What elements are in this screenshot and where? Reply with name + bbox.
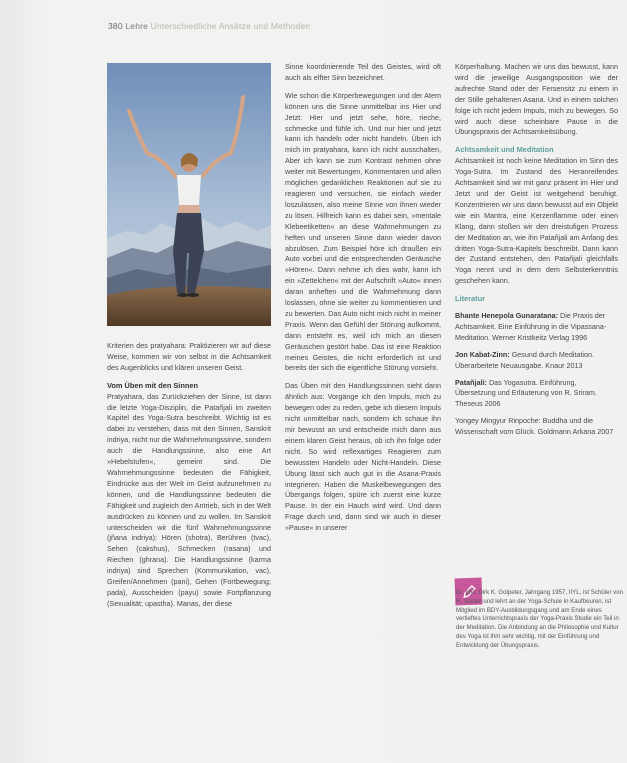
column-left [107, 341, 271, 617]
running-header [108, 21, 310, 31]
paragraph: Wie schon die Körperbewegungen und der Atem können uns die Sinne unmittelbar ins Hier und Jetzt: Hier und jetzt sehe, höre, rieche, schmecke und fühle ich. Und nur hier und jetzt kann ich handeln oder nicht handeln. Üben ich mich im pratyahara, kann ich nicht ausschalten, Aber ich kann sie zum Kontrast nehmen ohne weiter mit Bewertungen, Kommentaren und allen möglichen gedanklichen Reaktionen auf sie zu reagieren und versuchen, sie einfach wieder loszulassen, also meine Sinne von ihnen wieder zu lösen. Hilfreich kann es dabei sein, »mentale Klebeetiketten« an diese Wahrnehmungen zu heften und unseren Sinne dann wieder davon abzulösen. Zum Beispiel höre ich draußen ein Auto vorbei und die entsprechenden Geräusche »Hören«. Dann nehme ich dies wahr, kann ich ein »Zettelchen« mit der Aufschrift »Auto« innen daran anheften und die Wahrnehmung dann loslassen, ohne sie weiter zu kommentieren und zu bewerten. Das Auto nicht mich nicht in meiner Praxis. Wenn das Gefühl der Störung aufkommt, dann entsteht es, weil ich mich an diesen Geräuschen gestört habe. Das ist eine Reaktion meines Geistes, die nicht erforderlich ist und bereits der sich die eigentliche Störung vorsieht. [285, 90, 441, 373]
literature-heading: Literatur [455, 294, 485, 304]
paragraph: Kriterien des pratyahara: Praktizieren wir auf diese Weise, kommen wir von selbst in die Achtsamkeit des Augenblicks und klären unseren Geist. [107, 341, 271, 372]
literature-entry: Bhante Henepola Gunaratana: Die Praxis der Achtsamkeit. Eine Einführung in die Vipassana-Meditation. Werner Kristkeitz Verlag 1996 [455, 311, 607, 342]
header-section: Unterschiedliche Ansätze und Methoden [150, 21, 311, 31]
section-heading: Achtsamkeit und Meditation [455, 145, 554, 155]
literature-entry: Yongey Mingyur Rinpoche: Buddha und die Wissenschaft vom Glück. Goldmann Arkana 2007 [455, 416, 614, 437]
literature-entry: Jon Kabat-Zinn: Gesund durch Meditation. Überarbeitete Neuausgabe. Knaur 2013 [455, 349, 595, 370]
header-label: Lehre [125, 21, 149, 31]
author-bio: Dr. phil. Dirk K. Golpeter, Jahrgang 1957, IIYL, ist Schüler von R. Sriram und lehrt an der Yoga-Schule in Kaufbeuren, ist Mitglied im BDY-Ausbildungsgang und am Ende eines vertieftes Unterrichtspraxis der Yoga-Praxis Studie ein Teil in der Meditation. Die Anbindung an die Philosophie und Kultur des Yoga ist ihm sehr wichtig, mit der Einführung und Entwicklung der Übungspraxis. [456, 589, 623, 649]
paragraph: Pratyahara, das Zurückziehen der Sinne, ist dann die letzte Yoga-Disziplin, die Patañjali im zweiten Kapitel des Yoga-Sutra beschreibt. Wichtig ist es dabei zu verstehen, dass mit den Sinnen, Sanskrit indriya, nicht nur die Wahrnehmungssinne, sondern auch die Handlungssinne, also eine Art »Hebelstufen«, gemeint sind. Die Wahrnehmungssinne bedeuten die Fähigkeit, Eindrücke aus der Welt im Geist aufzunehmen zu können, und die Handlungssinne bedeuten die Fähigkeit und zugleich den Antrieb, sich in der Welt ausdrücken zu können und zu wollen. Im Sanskrit unterscheiden wir die fünf Wahrnehmungssinne (jñana indriya): Hören (shotra), Berühren (tvac), Sehen (cakshus), Schmecken (rasana) und Riechen (ghrana). Die Handlungssinne (karma indriya) sind Sprechen (Kommunikation, vac), Greifen/Annehmen (pani), Gehen (Fortbewegung; pada), Ausscheiden (payu) sowie Fortpflanzung (Sexualität; upastha). Manas, der diese [107, 391, 271, 608]
page-number: 380 [108, 21, 123, 31]
column-right [455, 62, 618, 444]
paragraph: Sinne koordinierende Teil des Geistes, wird oft auch als elfter Sinn bezeichnet. [285, 62, 441, 82]
literature-entry: Patañjali: Das Yogasutra. Einführung, Übersetzung und Erläuterung von R. Sriram. Theseus 2006 [455, 377, 597, 409]
paragraph: Achtsamkeit ist noch keine Meditation im Sinn des Yoga-Sutra. Im Zustand des Heranreifendes Achtsamkeit sind wir mit ganz präsent im Hier und Jetzt und der Geist ist weitgehend beruhigt. Konzentrieren wir uns dann bewusst auf ein Objekt wie ein Mantra, eine Kerzenflamme oder einen Klang, dann stoßen wir den dreistufigen Prozess der Meditation an, wie ihn Patañjali am Anfang des dritten Yoga-Sutra-Kapitels beschreibt. Dann kann der Zustand entstehen, den Patañjali gleichfalls Yoga nennt und in dem dem Selbsterkenntnis geschehen kann. [455, 156, 618, 286]
column-middle [285, 62, 441, 541]
paragraph: Das Üben mit den Handlungssinnen sieht dann ähnlich aus: Vorgänge ich den Impuls, mich zu bewegen oder zu reden, gebe ich diesem Impuls nicht unmittelbar nach, sondern ich schaue ihn mir bewusst an und entscheide mich dann aus einem klaren Geist heraus, ob ich ihn folge oder nicht. So wird reflexartiges Reagieren zum bewussten Handeln oder Nicht-Handeln. Diese Übung lässt sich auch gut in die Asana-Praxis integrieren. Haben die Muskelbewegungen des Übergangs folgen, spüre ich zuerst eine kurze Pause. In der ein Hauch wird wird. Und dann Frage durch und, dann sind wir auch in dieser »Pause« in unserer [285, 381, 441, 533]
section-heading: Vom Üben mit den Sinnen [107, 380, 199, 390]
paragraph: Körperhaltung. Machen wir uns das bewusst, kann wird die jeweilige Ausgangsposition wie der aufrechte Stand oder der Fersensitz zu einem in der Stille gehaltenen Asana. Und in einem solchen folge ich nicht jedem Impuls, mich zu bewegen. So wird auch diese scheinbare Pause in die Übungspraxis der Achtsamkeitsübung. [455, 62, 618, 137]
yoga-photo [107, 63, 271, 326]
